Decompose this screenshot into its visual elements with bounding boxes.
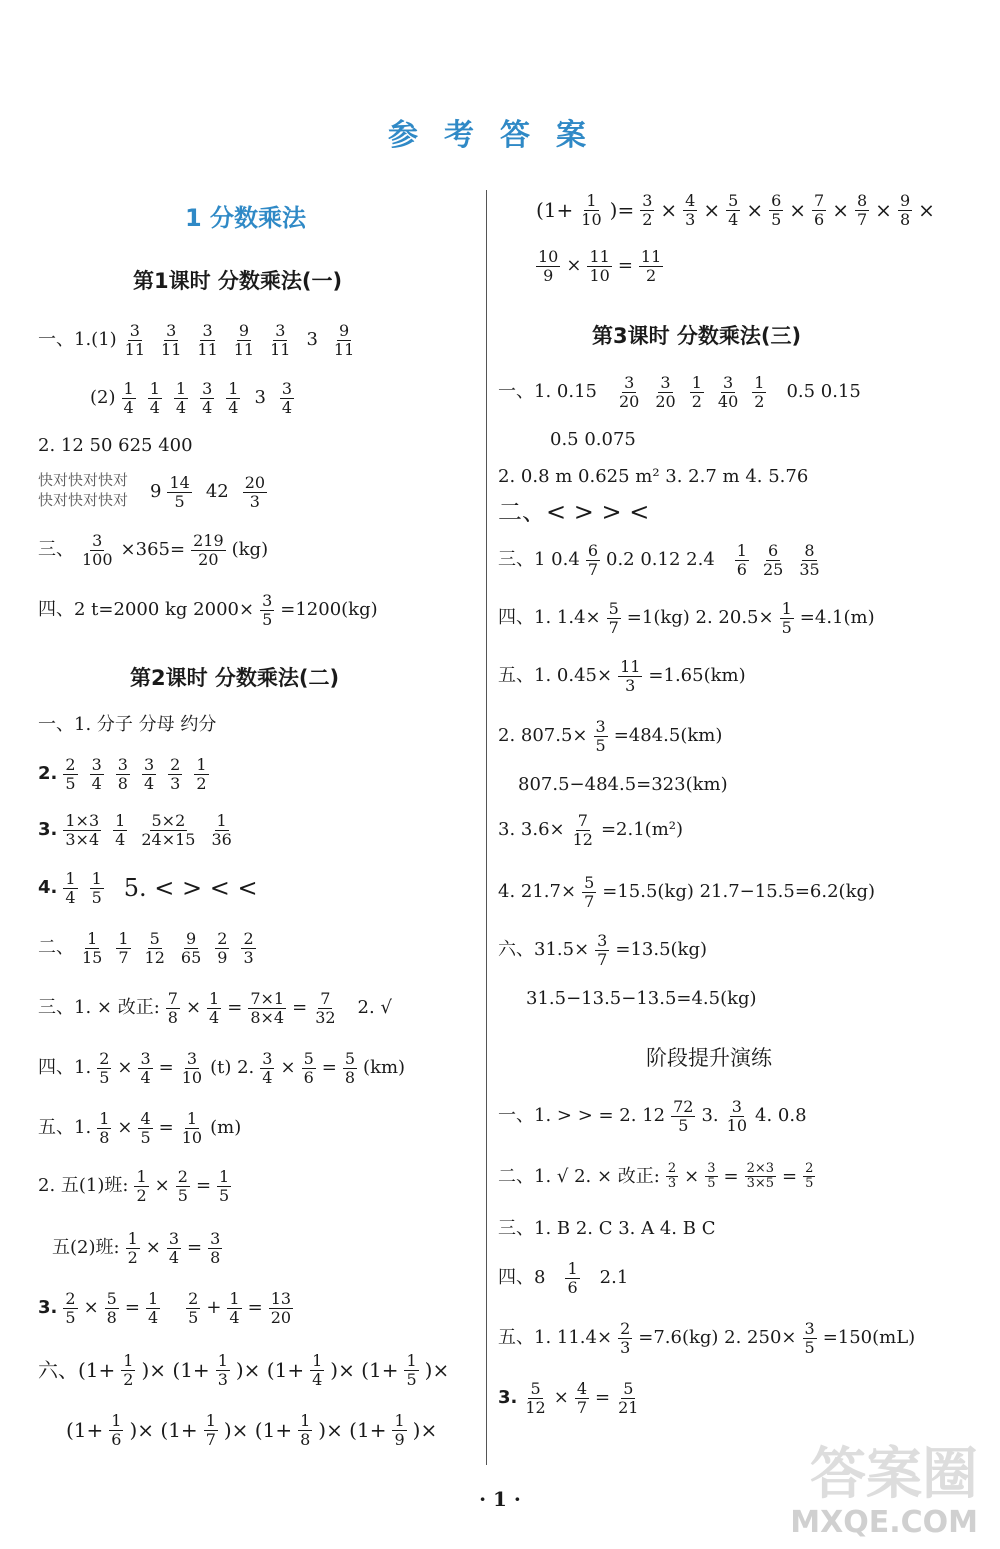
l2-q2-label: 2. — [38, 763, 58, 785]
fraction: 2 5 — [177, 1167, 188, 1205]
st-q6: 3. 5 12 × 4 7 = 5 21 — [498, 1379, 639, 1417]
r3-san-mid: 0.2 0.12 2.4 — [606, 549, 715, 571]
fraction: 3 10 — [726, 1097, 748, 1135]
fraction: 1 5 — [406, 1351, 417, 1389]
fraction: 1 2 — [136, 1167, 147, 1205]
fraction: 4 3 — [685, 191, 696, 229]
fraction: 2 3 — [243, 929, 254, 967]
l2-wu3-label: 3. — [38, 1297, 58, 1319]
r3-wu4-b: =15.5(kg) 21.7−15.5=6.2(kg) — [602, 881, 876, 903]
fraction: 9 11 — [333, 321, 355, 359]
l2-wu2-label: 2. 五(1)班: — [38, 1175, 129, 1197]
fraction: 3 4 — [140, 1049, 151, 1087]
l2-wu2b: 五(2)班: 1 2 × 3 4 = 3 8 — [52, 1229, 221, 1267]
fraction: 5 8 — [106, 1289, 117, 1327]
st-q2-a: 二、1. √ 2. × 改正: — [498, 1165, 660, 1187]
watermark-overlay — [38, 470, 128, 511]
fraction: 1 6 — [111, 1411, 122, 1449]
fraction: 5×2 24×15 — [141, 811, 196, 849]
st-q1-a: 一、1. > > = 2. 12 — [498, 1105, 666, 1127]
fraction: $\frac{1}{10}$ — [581, 191, 602, 229]
fraction: $\frac{7}{12}$ — [572, 811, 593, 849]
fraction: 9 8 — [899, 191, 911, 229]
st-q2: 二、1. √ 2. × 改正: 2 3 × 3 5 = 2×3 3×5 = 2 5 — [498, 1161, 814, 1192]
st-q4 — [498, 1260, 628, 1296]
fraction: 1 5 — [219, 1167, 230, 1205]
r3-q1-label: 一、1. 0.15 — [498, 381, 597, 403]
fraction: 5 8 — [344, 1049, 356, 1087]
l2-q5: 5. < > < < — [123, 874, 258, 903]
r3-wu1-b: =1.65(km) — [648, 665, 746, 687]
fraction: $\frac{3}{5}$ — [595, 717, 606, 755]
fraction: 7 6 — [814, 191, 825, 229]
fraction: 1 2 — [754, 373, 765, 411]
st-q4-a: 四、8 — [498, 1267, 546, 1289]
l2-q3-label: 3. — [38, 819, 58, 841]
r3-si-a: 四、1. 1.4× — [498, 607, 601, 629]
r3-si — [498, 600, 875, 636]
l2-wu1-unit: (m) — [210, 1117, 242, 1139]
l1-q1-label: 一、1.(1) — [38, 329, 117, 351]
fraction: 1 2 — [196, 755, 207, 793]
r-top-line1: (1+ $\frac{1}{10}$ )= $\frac{3}{2}$ × 4 3 × 5 4 × 6 5 × 7 6 × 8 7 × 9 8 × — [536, 191, 935, 229]
l1-q1-line1: 一、1.(1) 3 11 3 11 3 11 9 11 3 11 3 9 11 — [38, 321, 355, 359]
fraction: 20 3 — [244, 473, 266, 511]
fraction: 8 7 — [856, 191, 868, 229]
fraction: 5 12 — [525, 1379, 546, 1417]
fraction: 6 25 — [762, 541, 784, 579]
fraction: 3 10 — [181, 1049, 203, 1087]
l2-wu3: 3. 2 5 × 5 8 = 1 4 2 5 + 1 4 = 13 20 — [38, 1289, 292, 1327]
lesson2-heading: 第2课时 分数乘法(二) — [130, 666, 340, 690]
fraction: 1 4 — [228, 379, 239, 417]
fraction: 2 5 — [65, 1289, 76, 1327]
l2-san-2: 2. √ — [357, 997, 392, 1019]
st-q5 — [498, 1320, 915, 1356]
l2-si-mid: (t) 2. — [210, 1057, 255, 1079]
fraction: 3 4 — [143, 755, 155, 793]
st-q5-c: =150(mL) — [822, 1327, 916, 1349]
r3-si-c: =4.1(m) — [799, 607, 875, 629]
page-title: 参考答案 — [388, 118, 612, 153]
r3-wu3-b: =2.1(m²) — [600, 819, 684, 841]
fraction: $\frac{3}{2}$ — [642, 191, 653, 229]
l2-san: 三、1. × 改正: 7 8 × 1 4 = 7×1 8×4 = 7 32 2. √ — [38, 989, 392, 1027]
r3-wu2-a: 2. 807.5× — [498, 725, 588, 747]
fraction: 7 8 — [167, 989, 178, 1027]
fraction: $\frac{1}{5}$ — [781, 599, 792, 637]
l2-liu-label: 六、 — [38, 1358, 78, 1383]
l2-q1: 一、1. 分子 分母 约分 — [38, 714, 217, 735]
l2-er — [38, 930, 262, 966]
fraction: 11 10 — [589, 247, 610, 285]
fraction: 72 5 — [673, 1097, 694, 1135]
fraction: 7 32 — [315, 989, 336, 1027]
l1-san — [38, 532, 268, 568]
r3-wu2 — [498, 718, 722, 754]
l2-liu-line2: (1+ 1 6 )× (1+ 1 7 )× (1+ 1 8 )× (1+ 1 9 )× — [66, 1411, 438, 1449]
fraction: 1 4 — [65, 869, 76, 907]
fraction: 3 20 — [655, 373, 676, 411]
fraction: 3 11 — [161, 321, 182, 359]
fraction: 1 10 — [181, 1109, 203, 1147]
fraction: 1 6 — [567, 1259, 578, 1297]
r3-liu-b: =13.5(kg) — [615, 939, 707, 961]
r3-q1-tail: 0.5 0.15 — [786, 381, 861, 403]
st-q4-b: 2.1 — [599, 1267, 629, 1289]
l2-q4-label: 4. — [38, 877, 58, 899]
overlay-line: 快对快对快对 — [38, 491, 129, 510]
fraction: 1 2 — [691, 373, 702, 411]
fraction: 1 7 — [118, 929, 129, 967]
l2-liu-line1: 六、 (1+ 1 2 )× (1+ 1 3 )× (1+ 1 4 )× (1+ 1 5 )× — [38, 1351, 450, 1389]
fraction: 1 8 — [99, 1109, 110, 1147]
fraction: 3 4 — [168, 1229, 180, 1267]
fraction: 1 6 — [736, 541, 747, 579]
fraction: 2 5 — [188, 1289, 199, 1327]
fraction: 4 7 — [576, 1379, 588, 1417]
fraction: 3 11 — [270, 321, 291, 359]
fraction: 1 4 — [149, 379, 160, 417]
fraction: 3 20 — [618, 373, 640, 411]
fraction: 7×1 8×4 — [250, 989, 285, 1027]
watermark-logo: 答案圈 — [810, 1442, 978, 1507]
fraction: $\frac{5}{7}$ — [608, 599, 619, 637]
l1-q2: 2. 12 50 625 400 — [38, 435, 193, 456]
r3-san — [498, 542, 828, 578]
fraction: 9 11 — [233, 321, 255, 359]
fraction: 2 5 — [65, 755, 76, 793]
fraction: 3 4 — [281, 379, 293, 417]
l2-wu1: 五、1. 1 8 × 4 5 = 1 10 (m) — [38, 1109, 242, 1147]
l2-si: 四、1. 2 5 × 3 4 = 3 10 (t) 2. 3 4 × 5 6 = 5 8 (km) — [38, 1049, 406, 1087]
fraction: $\frac{3}{5}$ — [804, 1319, 815, 1357]
st-q1 — [498, 1098, 807, 1134]
fraction: 1 3 — [217, 1351, 228, 1389]
r3-liuc: 31.5−13.5−13.5=4.5(kg) — [526, 988, 757, 1009]
fraction: 2 3 — [667, 1161, 677, 1192]
fraction: 8 35 — [799, 541, 820, 579]
fraction: 6 5 — [771, 191, 782, 229]
r3-wu1 — [498, 658, 746, 694]
fraction: 1 4 — [115, 811, 126, 849]
fraction: 2 9 — [217, 929, 228, 967]
l2-wu2b-label: 五(2)班: — [52, 1237, 120, 1259]
r-top-line2: 10 9 × 11 10 = 11 2 — [538, 247, 662, 285]
l1-si — [38, 592, 378, 628]
fraction: 2×3 3×5 — [746, 1161, 775, 1192]
l1-san-label: 三、 — [38, 539, 74, 561]
fraction: $\frac{11}{3}$ — [620, 657, 641, 695]
overlay-line: 快对快对快对 — [38, 471, 129, 489]
chapter-heading: 1 分数乘法 — [185, 204, 307, 232]
r3-liu — [498, 932, 707, 968]
fraction: $\frac{2}{3}$ — [620, 1319, 631, 1357]
r-top-open: (1+ — [536, 198, 574, 223]
r3-san-label: 三、1 0.4 — [498, 549, 580, 571]
l1-si-result: =1200(kg) — [280, 599, 378, 621]
fraction: 5 21 — [618, 1379, 639, 1417]
r3-wu3-a: 3. 3.6× — [498, 819, 565, 841]
fraction: $\frac{5}{7}$ — [584, 873, 595, 911]
r3-wu2-b: =484.5(km) — [613, 725, 723, 747]
l2-san-label: 三、1. × 改正: — [38, 997, 160, 1019]
l1-si-expr: 四、2 t=2000 kg 2000× — [38, 599, 255, 621]
fraction: 1 9 — [394, 1411, 405, 1449]
fraction: 3 4 — [262, 1049, 273, 1087]
fraction: 3 40 — [717, 373, 739, 411]
fraction: 6 7 — [587, 541, 598, 579]
r3-wu2c: 807.5−484.5=323(km) — [518, 774, 728, 795]
fraction: $\frac{3}{5}$ — [262, 591, 273, 629]
l2-si-unit: (km) — [363, 1057, 406, 1079]
l2-wu2: 2. 五(1)班: 1 2 × 2 5 = 1 5 — [38, 1167, 230, 1205]
st-q1-c: 4. 0.8 — [755, 1105, 807, 1127]
l2-si-label: 四、1. — [38, 1057, 92, 1079]
fraction: 1 4 — [147, 1289, 159, 1327]
fraction: 3 5 — [707, 1161, 716, 1192]
fraction: 11 2 — [640, 247, 662, 285]
fraction: 4 5 — [140, 1109, 151, 1147]
fraction: $\frac{3}{7}$ — [597, 931, 608, 969]
fraction: 5 12 — [144, 929, 165, 967]
l1-san-expr: ×365= — [120, 539, 186, 561]
st-q1-b: 3. — [701, 1105, 719, 1127]
fraction: 2 5 — [805, 1161, 814, 1192]
fraction: 1 7 — [205, 1411, 216, 1449]
fraction: 1 4 — [123, 379, 134, 417]
watermark-url: MXQE.COM — [790, 1505, 978, 1540]
st-q3: 三、1. B 2. C 3. A 4. B C — [498, 1218, 716, 1239]
lesson3-heading: 第3课时 分数乘法(三) — [592, 324, 802, 348]
fraction: $\frac{3}{100}$ — [82, 531, 113, 569]
l1-q1-line2: (2) 1 4 1 4 1 4 3 4 1 4 3 3 4 — [90, 379, 293, 417]
l2-wu1-label: 五、1. — [38, 1117, 92, 1139]
r3-q1b: 0.5 0.075 — [550, 429, 636, 450]
l2-q2 — [38, 756, 215, 792]
fraction: 1 2 — [123, 1351, 134, 1389]
r3-wu4 — [498, 874, 875, 910]
fraction: 1 15 — [82, 929, 103, 967]
fraction: 3 8 — [210, 1229, 221, 1267]
fraction: 10 9 — [538, 247, 559, 285]
l2-q4 — [38, 870, 258, 906]
l1-san-unit: (kg) — [231, 539, 269, 561]
fraction: 1 4 — [312, 1351, 323, 1389]
fraction: 14 5 — [169, 473, 190, 511]
st-q6-label: 3. — [498, 1387, 518, 1409]
fraction: 1 4 — [175, 379, 187, 417]
r3-wu1-a: 五、1. 0.45× — [498, 665, 613, 687]
column-divider — [486, 190, 487, 1465]
fraction: 2 3 — [170, 755, 181, 793]
fraction: 3 11 — [197, 321, 218, 359]
r3-q1 — [498, 374, 861, 410]
fraction: 5 4 — [728, 191, 739, 229]
stage-heading: 阶段提升演练 — [646, 1046, 772, 1070]
fraction: 3 4 — [202, 379, 213, 417]
fraction: 1 36 — [211, 811, 232, 849]
fraction: 2 5 — [99, 1049, 110, 1087]
fraction: 1 2 — [127, 1229, 138, 1267]
fraction: 1 4 — [229, 1289, 240, 1327]
l1-er-line: 9 14 5 42 20 3 — [150, 473, 266, 511]
r-top-eq: )= — [609, 198, 635, 223]
fraction: 1 5 — [91, 869, 102, 907]
fraction: 3 11 — [124, 321, 146, 359]
st-q5-a: 五、1. 11.4× — [498, 1327, 613, 1349]
fraction: $\frac{219}{20}$ — [193, 531, 224, 569]
fraction: 1 4 — [209, 989, 220, 1027]
r3-liu-a: 六、31.5× — [498, 939, 590, 961]
l2-q3 — [38, 812, 240, 848]
fraction: 1 8 — [300, 1411, 311, 1449]
r3-wu3 — [498, 812, 683, 848]
fraction: 5 6 — [303, 1049, 314, 1087]
r3-si-b: =1(kg) 2. 20.5× — [626, 607, 774, 629]
r3-er: 二、< > > < — [498, 498, 650, 526]
fraction: 1×3 3×4 — [65, 811, 100, 849]
r3-q2: 2. 0.8 m 0.625 m² 3. 2.7 m 4. 5.76 — [498, 466, 809, 487]
fraction: 13 20 — [270, 1289, 292, 1327]
st-q5-b: =7.6(kg) 2. 250× — [638, 1327, 797, 1349]
r3-wu4-a: 4. 21.7× — [498, 881, 577, 903]
lesson1-heading: 第1课时 分数乘法(一) — [133, 269, 343, 293]
l1-q1-2-label: (2) — [90, 387, 116, 409]
fraction: 3 4 — [91, 755, 102, 793]
page-number: · 1 · — [479, 1487, 521, 1511]
l2-er-label: 二、 — [38, 937, 74, 959]
fraction: 3 8 — [117, 755, 128, 793]
fraction: 9 65 — [180, 929, 202, 967]
